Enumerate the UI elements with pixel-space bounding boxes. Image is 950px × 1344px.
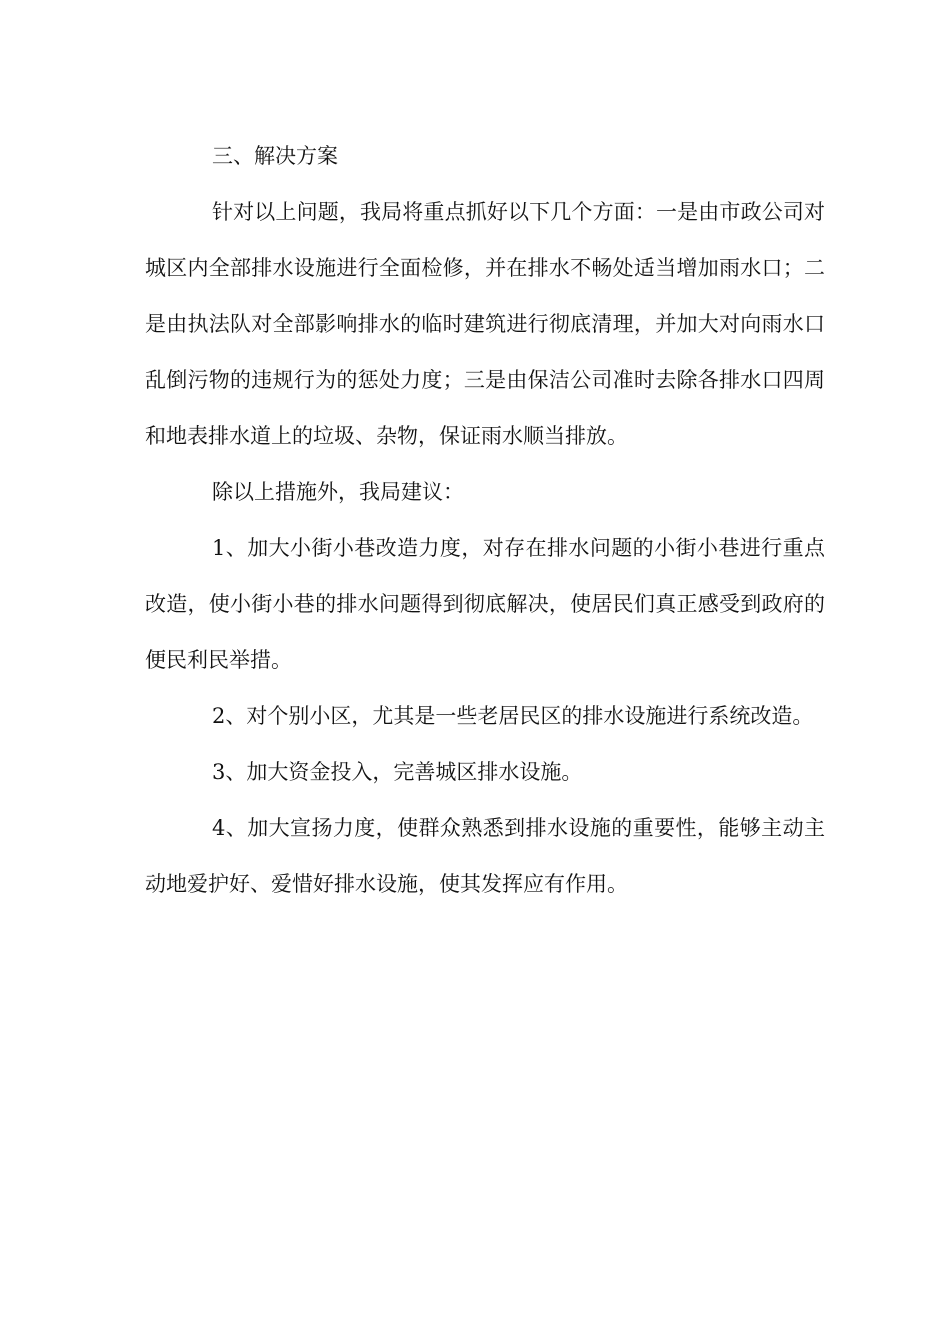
paragraph-suggestion-2: 2、对个别小区，尤其是一些老居民区的排水设施进行系统改造。 <box>212 704 814 728</box>
paragraph-measures: 针对以上问题，我局将重点抓好以下几个方面：一是由市政公司对城区内全部排水设施进行全面检修，并在排水不畅处适当增加雨水口；二是由执法队对全部影响排水的临时建筑进行彻底清理，并加大对向雨水口乱倒污物的违规行为的惩处力度；三是由保洁公司准时去除各排水口四周和地表排水道上的垃圾、杂物，保证雨水顺当排放。 <box>145 200 825 448</box>
paragraph-suggestions-intro: 除以上措施外，我局建议： <box>212 480 464 504</box>
document-body <box>145 128 825 912</box>
paragraph-suggestion-1: 1、加大小街小巷改造力度，对存在排水问题的小街小巷进行重点改造，使小街小巷的排水问题得到彻底解决，使居民们真正感受到政府的便民利民举措。 <box>145 536 825 672</box>
paragraph-suggestion-3: 3、加大资金投入，完善城区排水设施。 <box>212 760 583 784</box>
paragraph-suggestion-4: 4、加大宣扬力度，使群众熟悉到排水设施的重要性，能够主动主动地爱护好、爱惜好排水设施，使其发挥应有作用。 <box>145 816 825 896</box>
section-heading: 三、解决方案 <box>212 144 338 168</box>
